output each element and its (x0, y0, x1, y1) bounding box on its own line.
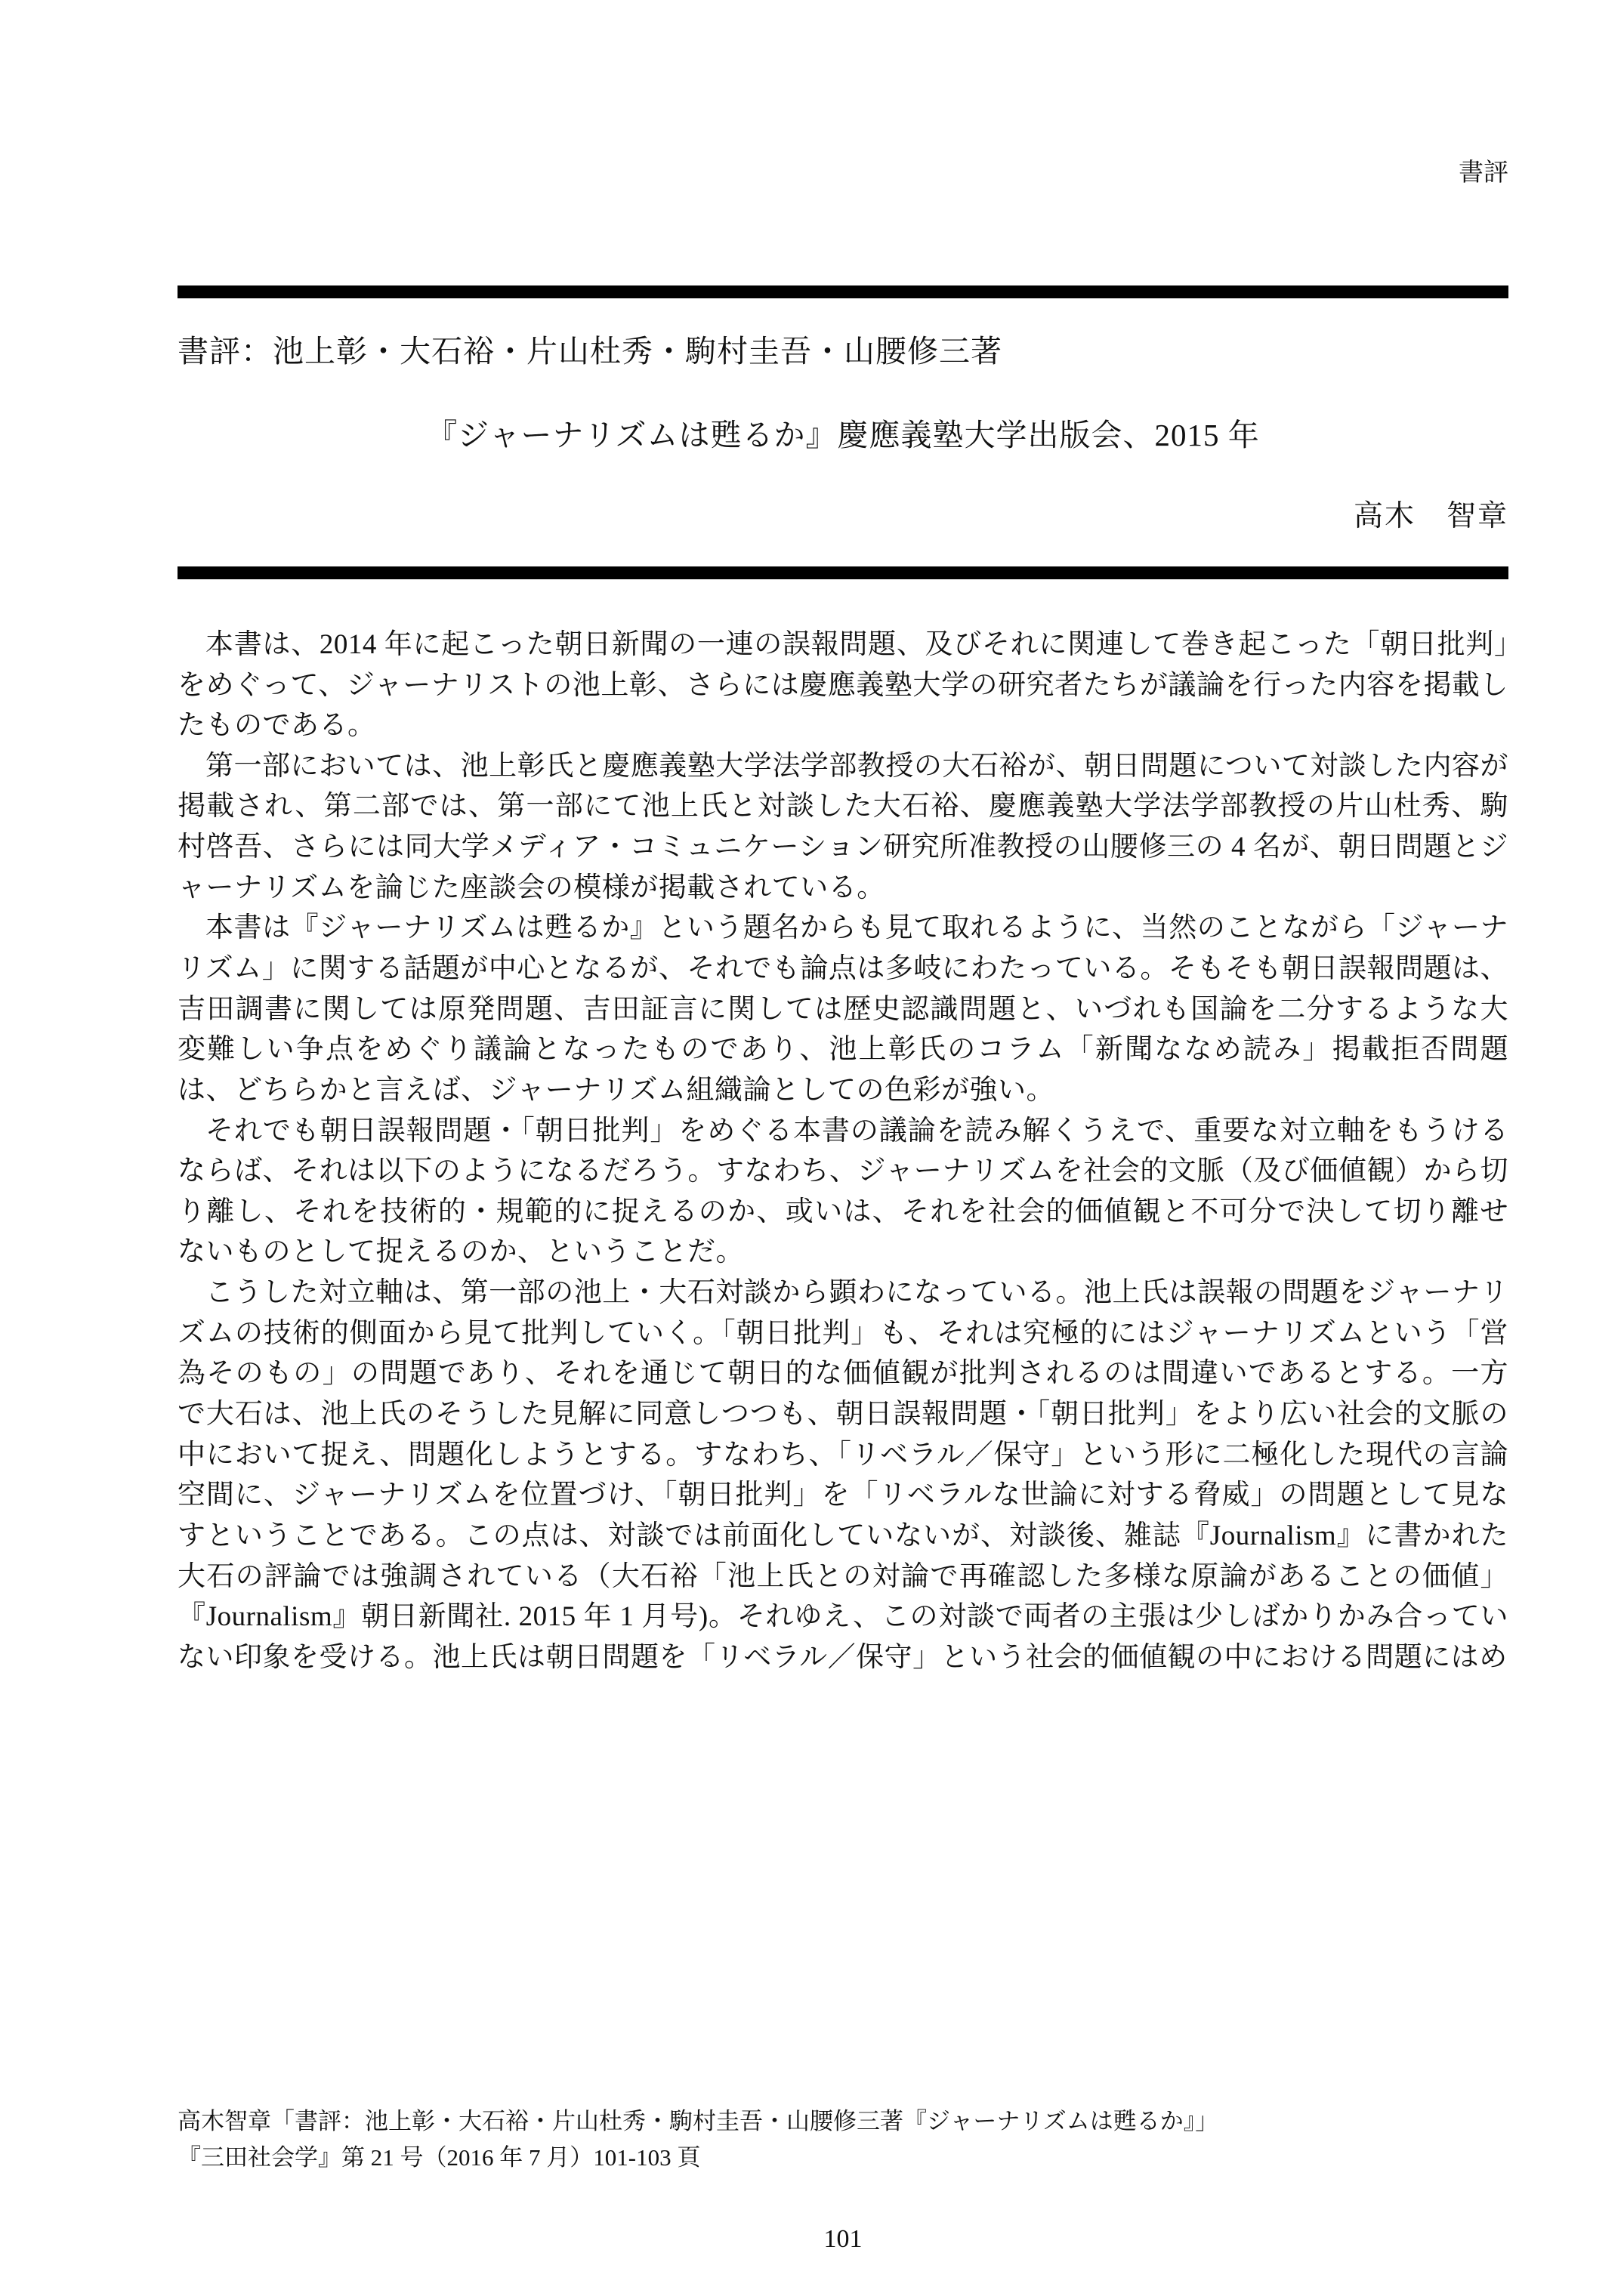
body-paragraph: それでも朝日誤報問題・「朝日批判」をめぐる本書の議論を読み解くうえで、重要な対立軸をもうけるならば、それは以下のようになるだろう。すなわち、ジャーナリズムを社会的文脈（及び価値観）から切り離し、それを技術的・規範的に捉えるのか、或いは、それを社会的価値観と不可分で決して切り離せないものとして捉えるのか、ということだ。 (178, 1115, 1508, 1268)
body-paragraph: こうした対立軸は、第一部の池上・大石対談から顕わになっている。池上氏は誤報の問題をジャーナリズムの技術的側面から見て批判していく。「朝日批判」も、それは究極的にはジャーナリズムという「営為そのもの」の問題であり、それを通じて朝日的な価値観が批判されるのは間違いであるとする。一方で大石は、池上氏のそうした見解に同意しつつも、朝日誤報問題・「朝日批判」をより広い社会的文脈の中において捉え、問題化しようとする。すなわち、「リベラル／保守」という形に二極化した現代の言論空間に、ジャーナリズムを位置づけ、「朝日批判」を「リベラルな世論に対する脅威」の問題として見なすということである。この点は、対談では前面化していないが、対談後、雑誌『Journalism』に書かれた大石の評論では強調されている（大石裕「池上氏との対論で再確認した多様な原論があることの価値」『Journalism』朝日新聞社. 2015 年 1 月号)。それゆえ、この対談で両者の主張は少しばかりかみ合っていない印象を受ける。池上氏は朝日問題を「リベラル／保守」という社会的価値観の中における問題にはめ (178, 1277, 1508, 1673)
review-body (178, 625, 1508, 1678)
review-title-line2: 『ジャーナリズムは甦るか』慶應義塾大学出版会、2015 年 (426, 417, 1260, 452)
running-head: 書評 (1459, 159, 1508, 187)
citation-line1: 高木智章「書評：池上彰・大石裕・片山杜秀・駒村圭吾・山腰修三著『ジャーナリズムは甦るか』」 (178, 2107, 1219, 2134)
page-content (178, 0, 1508, 2293)
body-paragraph: 本書は、2014 年に起こった朝日新聞の一連の誤報問題、及びそれに関連して巻き起こった「朝日批判」をめぐって、ジャーナリストの池上彰、さらには慶應義塾大学の研究者たちが議論を行った内容を掲載したものである。 (178, 628, 1508, 742)
page-number: 101 (823, 2225, 863, 2253)
author-name: 高木 智章 (1353, 500, 1508, 533)
citation-footnote (178, 2103, 1508, 2176)
body-paragraph: 本書は『ジャーナリズムは甦るか』という題名からも見て取れるように、当然のことながら「ジャーナリズム」に関する話題が中心となるが、それでも論点は多岐にわたっている。そもそも朝日誤報問題は、吉田調書に関しては原発問題、吉田証言に関しては歴史認識問題と、いづれも国論を二分するような大変難しい争点をめぐり議論となったものであり、池上彰氏のコラム「新聞ななめ読み」掲載拒否問題は、どちらかと言えば、ジャーナリズム組織論としての色彩が強い。 (178, 912, 1508, 1106)
body-paragraph: 第一部においては、池上彰氏と慶應義塾大学法学部教授の大石裕が、朝日問題について対談した内容が掲載され、第二部では、第一部にて池上氏と対談した大石裕、慶應義塾大学法学部教授の片山杜秀、駒村啓吾、さらには同大学メディア・コミュニケーション研究所准教授の山腰修三の 4 名が、朝日問題とジャーナリズムを論じた座談会の模様が掲載されている。 (178, 750, 1508, 903)
review-title-line1: 書評：池上彰・大石裕・片山杜秀・駒村圭吾・山腰修三著 (178, 333, 1002, 369)
top-rule (178, 285, 1508, 298)
bottom-rule (178, 566, 1508, 579)
citation-line2: 『三田社会学』第 21 号（2016 年 7 月）101-103 頁 (178, 2143, 701, 2171)
